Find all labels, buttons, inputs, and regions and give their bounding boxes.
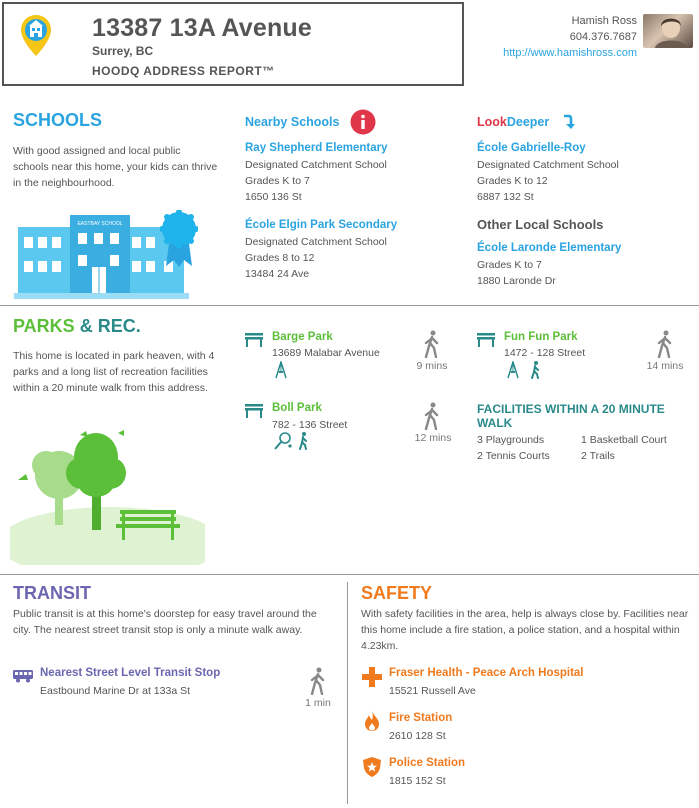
schools-description: With good assigned and local public schools near this home, your kids can thrive in the neighbourhood. bbox=[13, 145, 218, 189]
school-link-laronde[interactable]: École Laronde Elementary bbox=[477, 242, 622, 254]
safety-description: With safety facilities in the area, help is always close by. Facilities near this home include a fire station, a police station, and a hospital within 4.23km. bbox=[361, 608, 689, 652]
agent-phone: 604.376.7687 bbox=[569, 31, 637, 43]
park-link-fun-fun[interactable]: Fun Fun Park bbox=[504, 331, 578, 343]
walk-minutes: 1 min bbox=[305, 697, 331, 709]
column-divider bbox=[347, 582, 348, 804]
home-pin-icon bbox=[20, 14, 52, 58]
school-address: 13484 24 Ave bbox=[245, 268, 310, 280]
park-bench-icon bbox=[245, 404, 263, 418]
award-badge-icon bbox=[160, 210, 198, 268]
tennis-racket-icon bbox=[274, 432, 292, 450]
school-link-elgin-park[interactable]: École Elgin Park Secondary bbox=[245, 219, 398, 231]
police-shield-icon bbox=[363, 757, 381, 777]
arrow-down-curve-icon[interactable] bbox=[561, 114, 575, 130]
school-address: 1650 136 St bbox=[245, 191, 302, 203]
lookdeeper-deeper: Deeper bbox=[506, 115, 550, 129]
parks-title bbox=[13, 316, 141, 337]
park-bench-icon bbox=[245, 333, 263, 347]
report-label: HOODQ ADDRESS REPORT™ bbox=[92, 64, 275, 78]
school-grades: Grades K to 7 bbox=[245, 175, 310, 187]
address-title: 13387 13A Avenue bbox=[92, 14, 312, 42]
nearby-schools-title: Nearby Schools bbox=[245, 115, 340, 129]
walking-person-icon bbox=[423, 402, 441, 430]
swing-icon bbox=[506, 361, 520, 379]
transit-stop-link[interactable]: Nearest Street Level Transit Stop bbox=[40, 667, 221, 679]
safety-title: SAFETY bbox=[361, 583, 433, 603]
park-address: 782 - 136 Street bbox=[272, 419, 348, 431]
address-city: Surrey, BC bbox=[92, 44, 154, 58]
walk-minutes: 14 mins bbox=[646, 360, 684, 372]
other-schools-title: Other Local Schools bbox=[477, 217, 604, 232]
park-link-boll[interactable]: Boll Park bbox=[272, 402, 322, 414]
hospital-address: 15521 Russell Ave bbox=[389, 685, 476, 697]
info-icon[interactable] bbox=[350, 109, 376, 135]
lookdeeper-title[interactable] bbox=[477, 115, 549, 129]
police-station-link[interactable]: Police Station bbox=[389, 757, 466, 769]
facility-item: 2 Tennis Courts bbox=[477, 450, 550, 462]
park-address: 13689 Malabar Avenue bbox=[272, 347, 380, 359]
hospital-cross-icon bbox=[362, 667, 382, 687]
park-bench-icon bbox=[477, 333, 495, 347]
schools-title: SCHOOLS bbox=[13, 110, 103, 130]
section-divider bbox=[0, 305, 699, 306]
parks-title-parks: PARKS bbox=[13, 316, 75, 336]
walking-person-icon bbox=[656, 330, 674, 358]
walking-person-icon bbox=[423, 330, 441, 358]
school-link-gabrielle-roy[interactable]: École Gabrielle-Roy bbox=[477, 142, 586, 154]
agent-website-link[interactable]: http://www.hamishross.com bbox=[503, 47, 637, 59]
parks-description: This home is located in park heaven, with 4 parks and a long list of recreation facilities within a 20 minute walk from this address. bbox=[13, 350, 215, 394]
transit-description: Public transit is at this home's doorstep for easy travel around the city. The nearest street transit stop is only a minute walk away. bbox=[13, 608, 317, 636]
facility-item: 3 Playgrounds bbox=[477, 434, 545, 446]
school-grades: Grades 8 to 12 bbox=[245, 252, 315, 264]
hiking-icon bbox=[297, 432, 309, 450]
hiking-icon bbox=[529, 361, 541, 379]
transit-stop-address: Eastbound Marine Dr at 133a St bbox=[40, 685, 191, 697]
fire-flame-icon bbox=[365, 711, 379, 731]
park-link-barge[interactable]: Barge Park bbox=[272, 331, 333, 343]
police-station-address: 1815 152 St bbox=[389, 775, 446, 787]
section-divider bbox=[0, 574, 699, 575]
walk-minutes: 9 mins bbox=[416, 360, 448, 372]
swing-icon bbox=[274, 361, 288, 379]
parks-title-rec: & REC. bbox=[79, 316, 141, 336]
facilities-title: FACILITIES WITHIN A 20 MINUTE WALK bbox=[477, 402, 665, 430]
school-type: Designated Catchment School bbox=[477, 159, 619, 171]
walking-person-icon bbox=[309, 667, 327, 695]
school-type: Designated Catchment School bbox=[245, 159, 387, 171]
transit-title: TRANSIT bbox=[13, 583, 91, 603]
park-address: 1472 - 128 Street bbox=[504, 347, 586, 359]
facility-item: 2 Trails bbox=[581, 450, 615, 462]
school-link-ray-shepherd[interactable]: Ray Shepherd Elementary bbox=[245, 142, 388, 154]
fire-station-link[interactable]: Fire Station bbox=[389, 712, 453, 724]
bus-icon bbox=[13, 669, 35, 683]
park-illustration bbox=[10, 425, 205, 565]
school-address: 1880 Laronde Dr bbox=[477, 275, 556, 287]
fire-station-address: 2610 128 St bbox=[389, 730, 446, 742]
school-grades: Grades K to 12 bbox=[477, 175, 548, 187]
school-building-sign: EASTBAY SCHOOL bbox=[77, 221, 123, 227]
facility-item: 1 Basketball Court bbox=[581, 434, 667, 446]
hospital-link[interactable]: Fraser Health - Peace Arch Hospital bbox=[389, 667, 584, 679]
school-type: Designated Catchment School bbox=[245, 236, 387, 248]
school-address: 6887 132 St bbox=[477, 191, 534, 203]
agent-name: Hamish Ross bbox=[571, 15, 637, 27]
agent-avatar bbox=[643, 14, 693, 48]
lookdeeper-look: Look bbox=[477, 115, 507, 129]
walk-minutes: 12 mins bbox=[414, 432, 452, 444]
school-grades: Grades K to 7 bbox=[477, 259, 542, 271]
